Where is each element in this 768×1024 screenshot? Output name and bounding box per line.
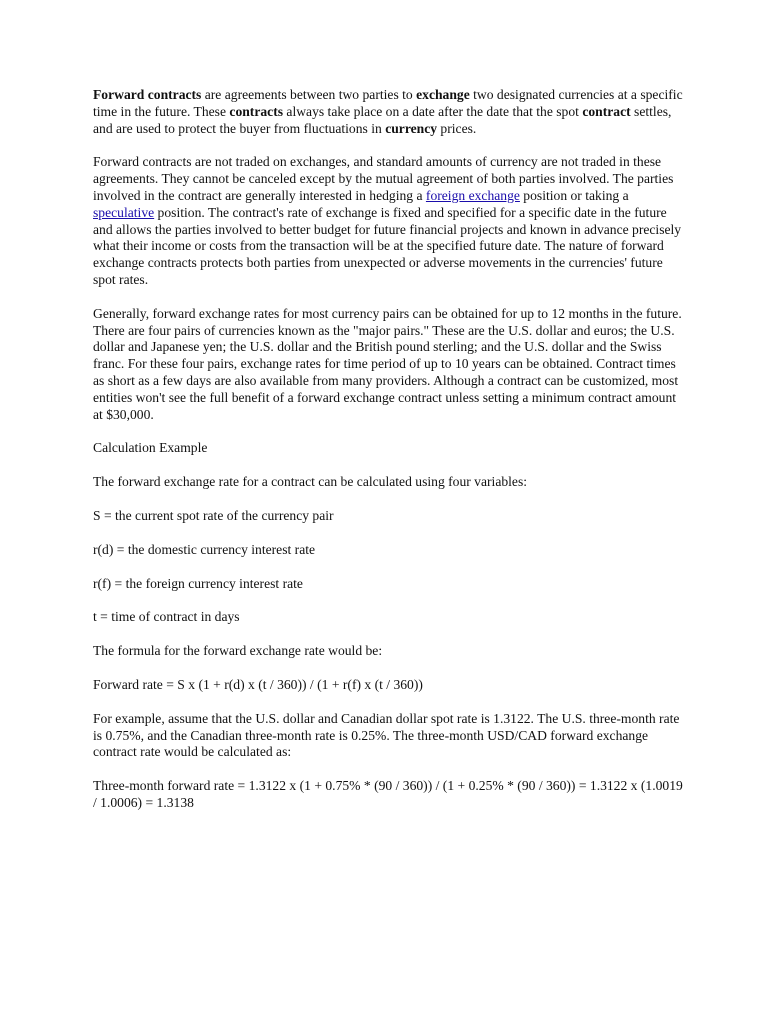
document-body: [93, 87, 683, 829]
text-segment: always take place on a date after the date that the spot: [283, 103, 583, 119]
hedging-paragraph: [93, 154, 683, 288]
term-exchange: exchange: [416, 87, 470, 102]
text-segment: two designated currencies at a specific time in the future. These: [93, 87, 683, 119]
formula: Forward rate = S x (1 + r(d) x (t / 360)) / (1 + r(f) x (t / 360)): [93, 676, 423, 692]
text-segment: position or taking a: [519, 187, 629, 203]
section-heading: Calculation Example: [93, 440, 208, 456]
term-currency: currency: [385, 120, 438, 136]
example-paragraph: For example, assume that the U.S. dollar and Canadian dollar spot rate is 1.3122. The U.S. three-month rate is 0.75%, and the Canadian three-month rate is 0.25%. The three-month USD/CAD forward exchange contract rate would be calculated as:: [93, 710, 680, 760]
variable-rf: r(f) = the foreign currency interest rate: [93, 575, 303, 591]
text-segment: position. The contract's rate of exchange is fixed and specified for a specific date in the future and allows the parties involved to better budget for future financial projects and known in advance precisely what their income or costs from the transaction will be at the specified future date. The nature of forward exchange contracts protects both parties from unexpected or adverse movements in the currencies' future spot rates.: [93, 204, 682, 287]
term-contracts: contracts: [229, 103, 284, 119]
text-segment: Forward contracts are not traded on exchanges, and standard amounts of currency are not traded in these agreements. They cannot be canceled except by the mutual agreement of both parties involved. The parties involved in the contract are generally interested in hedging a: [93, 154, 674, 203]
foreign-exchange-link[interactable]: foreign exchange: [425, 187, 520, 203]
example-calculation: Three-month forward rate = 1.3122 x (1 + 0.75% * (90 / 360)) / (1 + 0.25% * (90 / 360)) = 1.3122 x (1.0019 / 1.0006) = 1.3138: [93, 778, 683, 810]
term-forward-contracts: Forward contracts: [93, 87, 202, 102]
variable-s: S = the current spot rate of the currency pair: [93, 507, 334, 523]
major-pairs-paragraph: Generally, forward exchange rates for most currency pairs can be obtained for up to 12 months in the future. There are four pairs of currencies known as the "major pairs." These are the U.S. dollar and euros; the U.S. dollar and Japanese yen; the U.S. dollar and the British pound sterling; and the U.S. dollar and the Swiss franc. For these four pairs, exchange rates for time period of up to 10 years can be obtained. Contract times as short as a few days are also available from many providers. Although a contract can be customized, most entities won't see the full benefit of a forward exchange contract unless setting a minimum contract amount at $30,000.: [93, 305, 682, 422]
variable-t: t = time of contract in days: [93, 609, 240, 625]
formula-intro: The formula for the forward exchange rate would be:: [93, 643, 383, 659]
text-segment: settles, and are used to protect the buyer from fluctuations in: [93, 103, 672, 136]
variables-intro: The forward exchange rate for a contract can be calculated using four variables:: [93, 474, 528, 490]
variable-rd: r(d) = the domestic currency interest rate: [93, 541, 316, 557]
speculative-link[interactable]: speculative: [93, 204, 155, 220]
text-segment: prices.: [437, 120, 477, 136]
intro-paragraph: [93, 87, 683, 137]
term-contract: contract: [582, 103, 631, 119]
text-segment: are agreements between two parties to: [201, 87, 417, 102]
